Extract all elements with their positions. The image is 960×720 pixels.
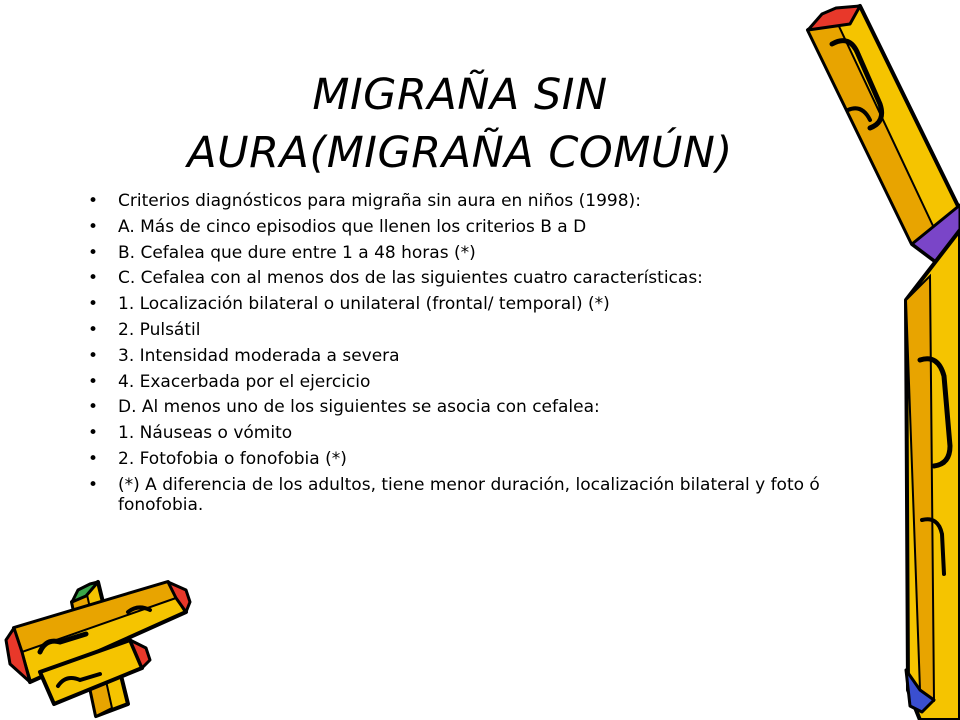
bullet-text: 1. Náuseas o vómito <box>118 423 293 444</box>
pencil-clipart-bottom-left-icon <box>6 582 190 716</box>
title-line-1: MIGRAÑA SIN <box>312 70 608 120</box>
bullet-item <box>88 294 878 314</box>
bullet-item <box>88 268 878 288</box>
bullet-marker: • <box>88 397 99 418</box>
bullet-item <box>88 243 878 263</box>
bullet-text: (*) A diferencia de los adultos, tiene menor duración, localización bilateral y foto ó fonofobia. <box>118 474 820 515</box>
bullet-marker: • <box>88 294 99 315</box>
bullet-marker: • <box>88 448 99 469</box>
bullet-marker: • <box>88 242 99 263</box>
bullet-text: 2. Fotofobia o fonofobia (*) <box>118 448 347 469</box>
bullet-item <box>88 320 878 340</box>
bullet-marker: • <box>88 319 99 340</box>
bullet-marker: • <box>88 371 99 392</box>
bullet-text: B. Cefalea que dure entre 1 a 48 horas (*) <box>118 242 476 263</box>
bullet-list <box>88 191 878 521</box>
bullet-text: A. Más de cinco episodios que llenen los criterios B a D <box>118 216 587 237</box>
bullet-item <box>88 191 878 211</box>
bullet-item <box>88 217 878 237</box>
bullet-text: C. Cefalea con al menos dos de las siguientes cuatro características: <box>118 268 703 289</box>
bullet-marker: • <box>88 191 99 211</box>
bullet-marker: • <box>88 268 99 289</box>
bullet-text: 2. Pulsátil <box>118 319 201 340</box>
bullet-marker: • <box>88 345 99 366</box>
bullet-marker: • <box>88 474 99 495</box>
bullet-marker: • <box>88 216 99 237</box>
bullet-item <box>88 449 878 469</box>
bullet-item <box>88 397 878 417</box>
bullet-item <box>88 372 878 392</box>
bullet-text: D. Al menos uno de los siguientes se asocia con cefalea: <box>118 397 600 418</box>
bullet-item <box>88 423 878 443</box>
bullet-item <box>88 346 878 366</box>
bullet-text: 1. Localización bilateral o unilateral (frontal/ temporal) (*) <box>118 294 610 315</box>
title-line-2: AURA(MIGRAÑA COMÚN) <box>187 128 733 178</box>
bullet-text: Criterios diagnósticos para migraña sin aura en niños (1998): <box>118 191 641 211</box>
slide-title <box>110 66 810 182</box>
bullet-item <box>88 475 878 515</box>
bullet-text: 4. Exacerbada por el ejercicio <box>118 371 371 392</box>
bullet-marker: • <box>88 423 99 444</box>
bullet-text: 3. Intensidad moderada a severa <box>118 345 400 366</box>
